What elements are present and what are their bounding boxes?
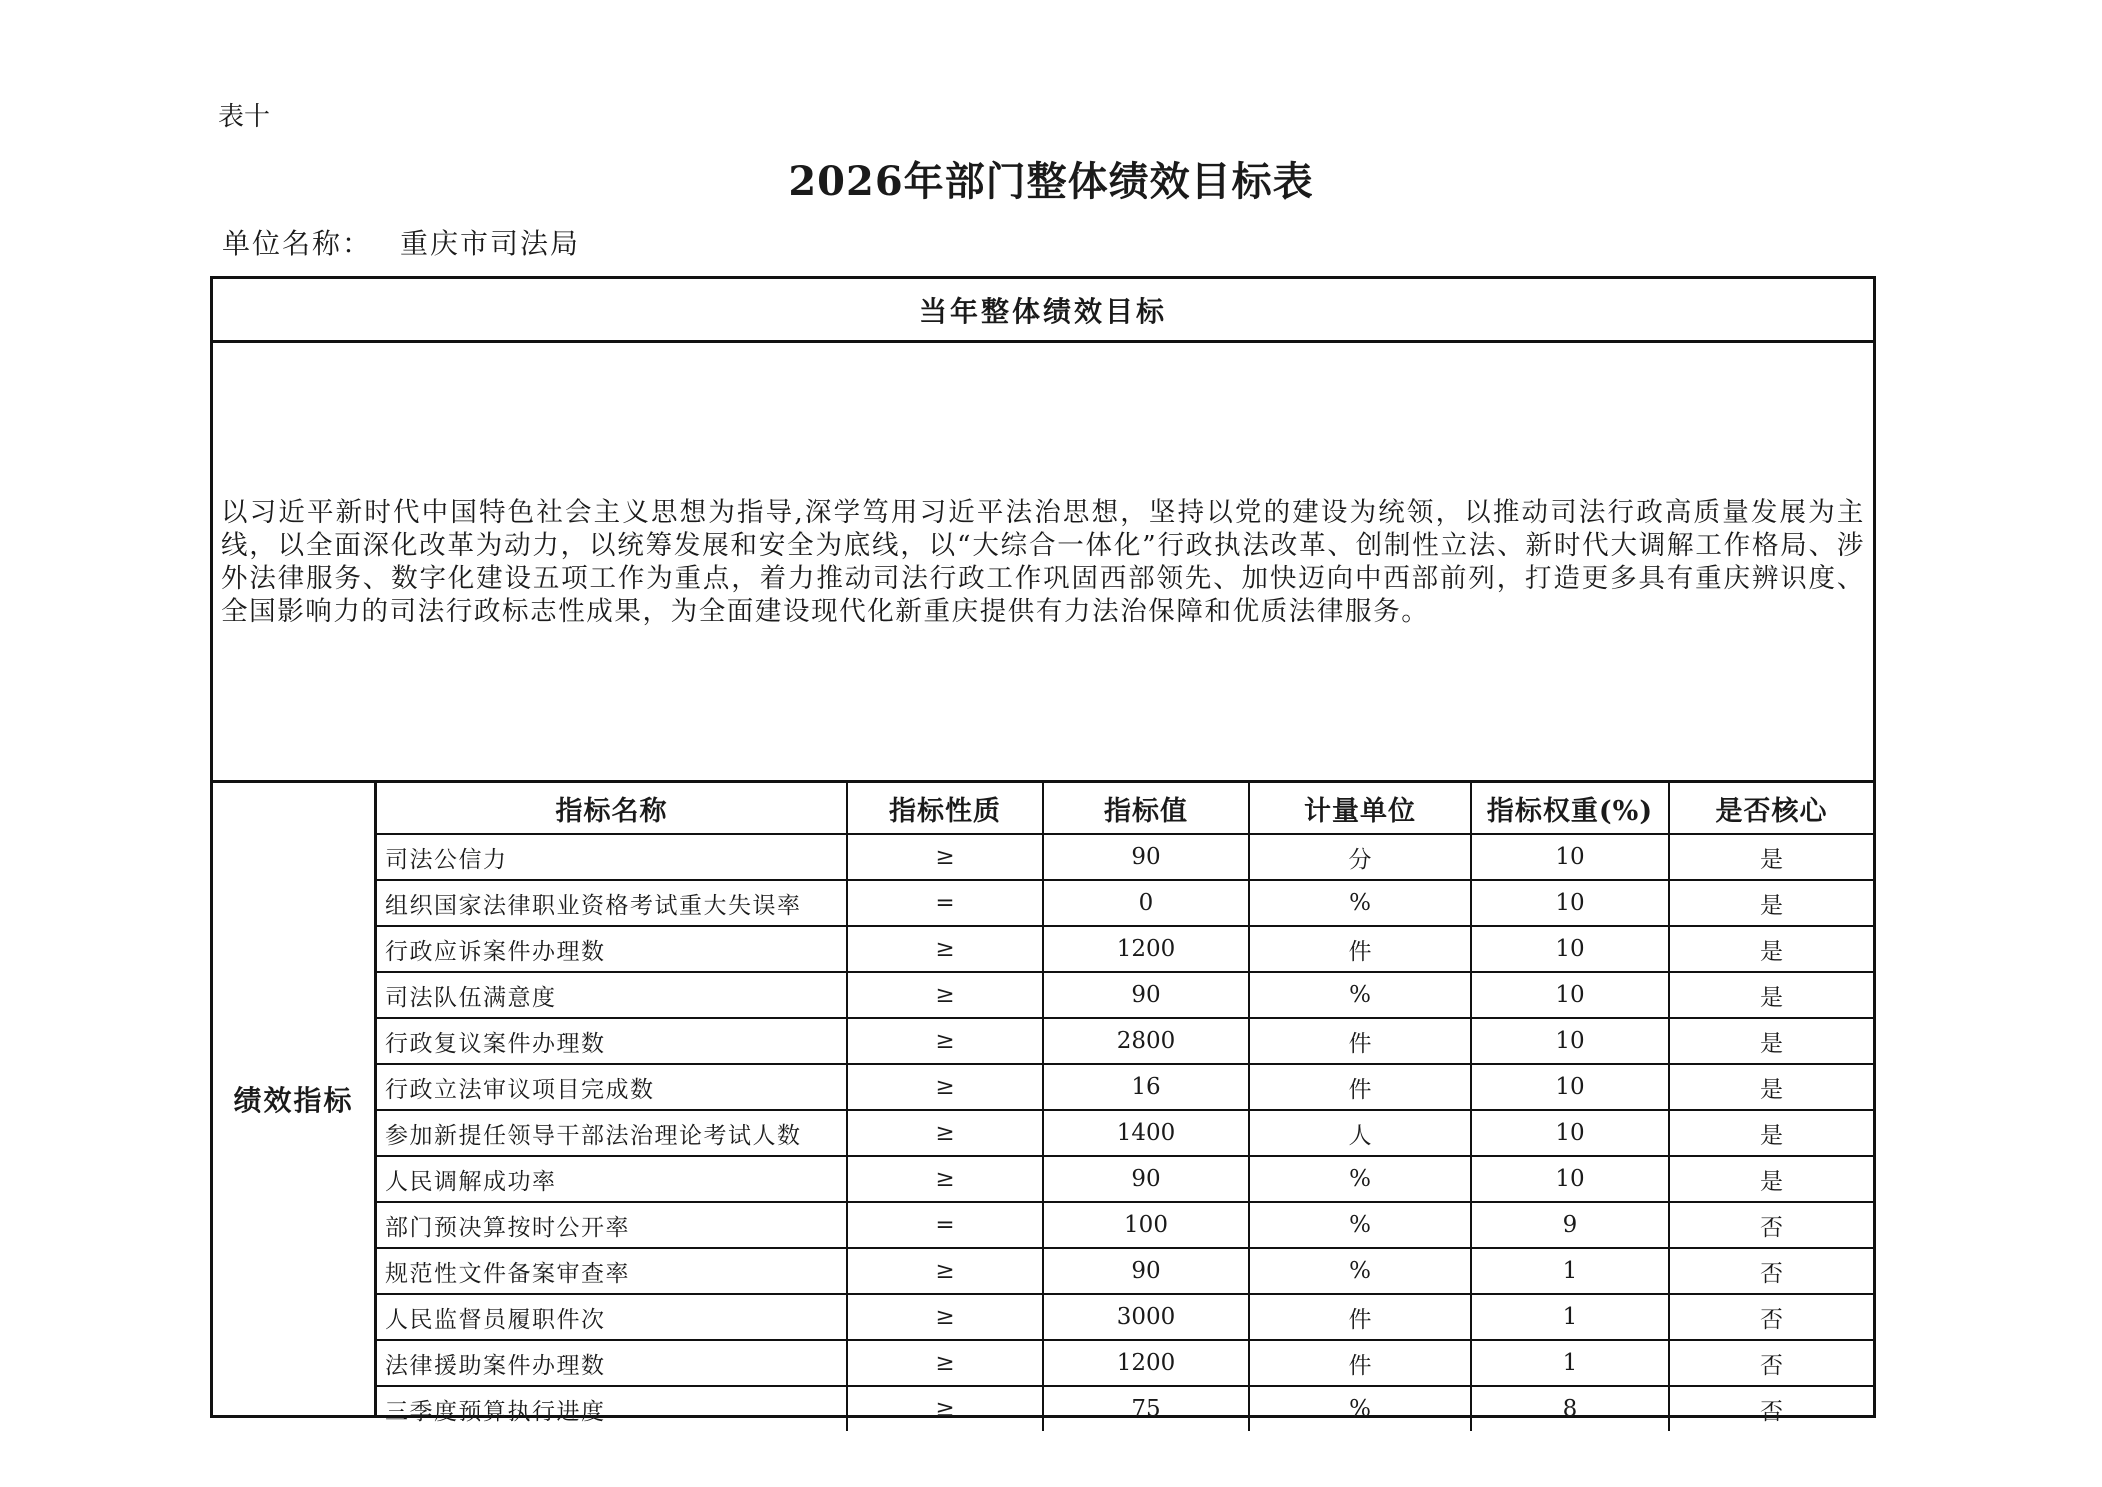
indicator-core: 是 (1669, 1064, 1873, 1110)
indicator-core: 否 (1669, 1386, 1873, 1431)
indicator-value: 90 (1043, 1248, 1249, 1294)
indicator-unit: 件 (1249, 926, 1471, 972)
indicator-value: 1400 (1043, 1110, 1249, 1156)
indicator-weight: 10 (1471, 972, 1669, 1018)
table-row (377, 926, 1873, 972)
indicator-unit: 件 (1249, 1340, 1471, 1386)
column-header: 是否核心 (1669, 783, 1873, 834)
indicator-unit: 件 (1249, 1064, 1471, 1110)
indicator-core: 是 (1669, 834, 1873, 880)
indicator-nature: ≥ (847, 926, 1043, 972)
indicator-weight: 10 (1471, 1110, 1669, 1156)
column-header: 指标值 (1043, 783, 1249, 834)
indicator-value: 90 (1043, 834, 1249, 880)
goal-text: 以习近平新时代中国特色社会主义思想为指导,深学笃用习近平法治思想，坚持以党的建设为统领，以推动司法行政高质量发展为主线，以全面深化改革为动力，以统筹发展和安全为底线，以“大综合一体化”行政执法改革、创制性立法、新时代大调解工作格局、涉外法律服务、数字化建设五项工作为重点，着力推动司法行政工作巩固西部领先、加快迈向中西部前列，打造更多具有重庆辨识度、全国影响力的司法行政标志性成果，为全面建设现代化新重庆提供有力法治保障和优质法律服务。 (221, 496, 1865, 627)
table-row (377, 1018, 1873, 1064)
performance-table-frame (210, 276, 1876, 1425)
indicator-name: 组织国家法律职业资格考试重大失误率 (377, 880, 847, 926)
indicator-nature: ≥ (847, 834, 1043, 880)
indicators-header-row (377, 783, 1873, 834)
unit-label: 单位名称： (222, 227, 373, 260)
indicator-weight: 10 (1471, 1064, 1669, 1110)
indicators-table (377, 783, 1873, 1431)
table-row (377, 972, 1873, 1018)
indicator-value: 100 (1043, 1202, 1249, 1248)
column-header: 指标名称 (377, 783, 847, 834)
indicator-core: 是 (1669, 926, 1873, 972)
indicator-value: 75 (1043, 1386, 1249, 1431)
table-row (377, 1156, 1873, 1202)
indicator-nature: ≥ (847, 1248, 1043, 1294)
indicator-weight: 10 (1471, 926, 1669, 972)
indicator-weight: 10 (1471, 880, 1669, 926)
indicator-name: 人民监督员履职件次 (377, 1294, 847, 1340)
indicator-core: 是 (1669, 1156, 1873, 1202)
indicator-core: 是 (1669, 972, 1873, 1018)
indicator-unit: % (1249, 1202, 1471, 1248)
indicator-name: 参加新提任领导干部法治理论考试人数 (377, 1110, 847, 1156)
column-header: 指标权重(%) (1471, 783, 1669, 834)
indicator-weight: 10 (1471, 1156, 1669, 1202)
indicator-nature: ≥ (847, 1156, 1043, 1202)
table-row (377, 1202, 1873, 1248)
indicator-weight: 10 (1471, 1018, 1669, 1064)
indicator-core: 否 (1669, 1294, 1873, 1340)
indicator-value: 90 (1043, 972, 1249, 1018)
indicator-core: 是 (1669, 1110, 1873, 1156)
indicator-nature: = (847, 880, 1043, 926)
indicator-unit: 件 (1249, 1018, 1471, 1064)
indicator-nature: = (847, 1202, 1043, 1248)
indicator-value: 1200 (1043, 1340, 1249, 1386)
table-row (377, 1340, 1873, 1386)
indicator-nature: ≥ (847, 1340, 1043, 1386)
table-number: 表十 (218, 102, 271, 132)
indicator-nature: ≥ (847, 1018, 1043, 1064)
table-row (377, 1386, 1873, 1431)
indicator-nature: ≥ (847, 1294, 1043, 1340)
table-row (377, 1064, 1873, 1110)
indicator-unit: 人 (1249, 1110, 1471, 1156)
indicator-unit: % (1249, 1386, 1471, 1431)
indicator-weight: 1 (1471, 1340, 1669, 1386)
table-row (377, 880, 1873, 926)
indicator-name: 司法队伍满意度 (377, 972, 847, 1018)
table-row (377, 1294, 1873, 1340)
goal-cell (213, 343, 1873, 783)
indicator-name: 部门预决算按时公开率 (377, 1202, 847, 1248)
table-row (377, 1248, 1873, 1294)
document-title: 2026年部门整体绩效目标表 (788, 158, 1314, 205)
indicator-value: 16 (1043, 1064, 1249, 1110)
indicator-name: 规范性文件备案审查率 (377, 1248, 847, 1294)
indicator-name: 法律援助案件办理数 (377, 1340, 847, 1386)
column-header: 计量单位 (1249, 783, 1471, 834)
indicator-weight: 1 (1471, 1294, 1669, 1340)
indicator-weight: 9 (1471, 1202, 1669, 1248)
table-row (377, 1110, 1873, 1156)
indicator-name: 行政立法审议项目完成数 (377, 1064, 847, 1110)
indicator-unit: 分 (1249, 834, 1471, 880)
indicator-core: 是 (1669, 1018, 1873, 1064)
indicator-name: 司法公信力 (377, 834, 847, 880)
goal-heading: 当年整体绩效目标 (213, 279, 1873, 343)
indicator-name: 行政复议案件办理数 (377, 1018, 847, 1064)
indicator-name: 三季度预算执行进度 (377, 1386, 847, 1431)
indicator-core: 否 (1669, 1340, 1873, 1386)
indicator-value: 3000 (1043, 1294, 1249, 1340)
indicator-value: 90 (1043, 1156, 1249, 1202)
indicator-core: 否 (1669, 1248, 1873, 1294)
indicator-value: 1200 (1043, 926, 1249, 972)
indicator-unit: % (1249, 1156, 1471, 1202)
indicator-unit: % (1249, 972, 1471, 1018)
table-row (377, 834, 1873, 880)
indicator-core: 是 (1669, 880, 1873, 926)
indicator-value: 0 (1043, 880, 1249, 926)
indicator-nature: ≥ (847, 1110, 1043, 1156)
indicator-weight: 8 (1471, 1386, 1669, 1431)
indicator-core: 否 (1669, 1202, 1873, 1248)
indicator-name: 人民调解成功率 (377, 1156, 847, 1202)
indicator-nature: ≥ (847, 972, 1043, 1018)
indicator-value: 2800 (1043, 1018, 1249, 1064)
indicator-name: 行政应诉案件办理数 (377, 926, 847, 972)
column-header: 指标性质 (847, 783, 1043, 834)
indicator-weight: 1 (1471, 1248, 1669, 1294)
indicator-unit: % (1249, 1248, 1471, 1294)
unit-line (222, 222, 608, 262)
unit-name: 重庆市司法局 (400, 227, 581, 260)
indicator-unit: % (1249, 880, 1471, 926)
indicators-section-label: 绩效指标 (213, 783, 377, 1415)
indicator-nature: ≥ (847, 1386, 1043, 1431)
indicator-nature: ≥ (847, 1064, 1043, 1110)
indicator-weight: 10 (1471, 834, 1669, 880)
indicator-unit: 件 (1249, 1294, 1471, 1340)
